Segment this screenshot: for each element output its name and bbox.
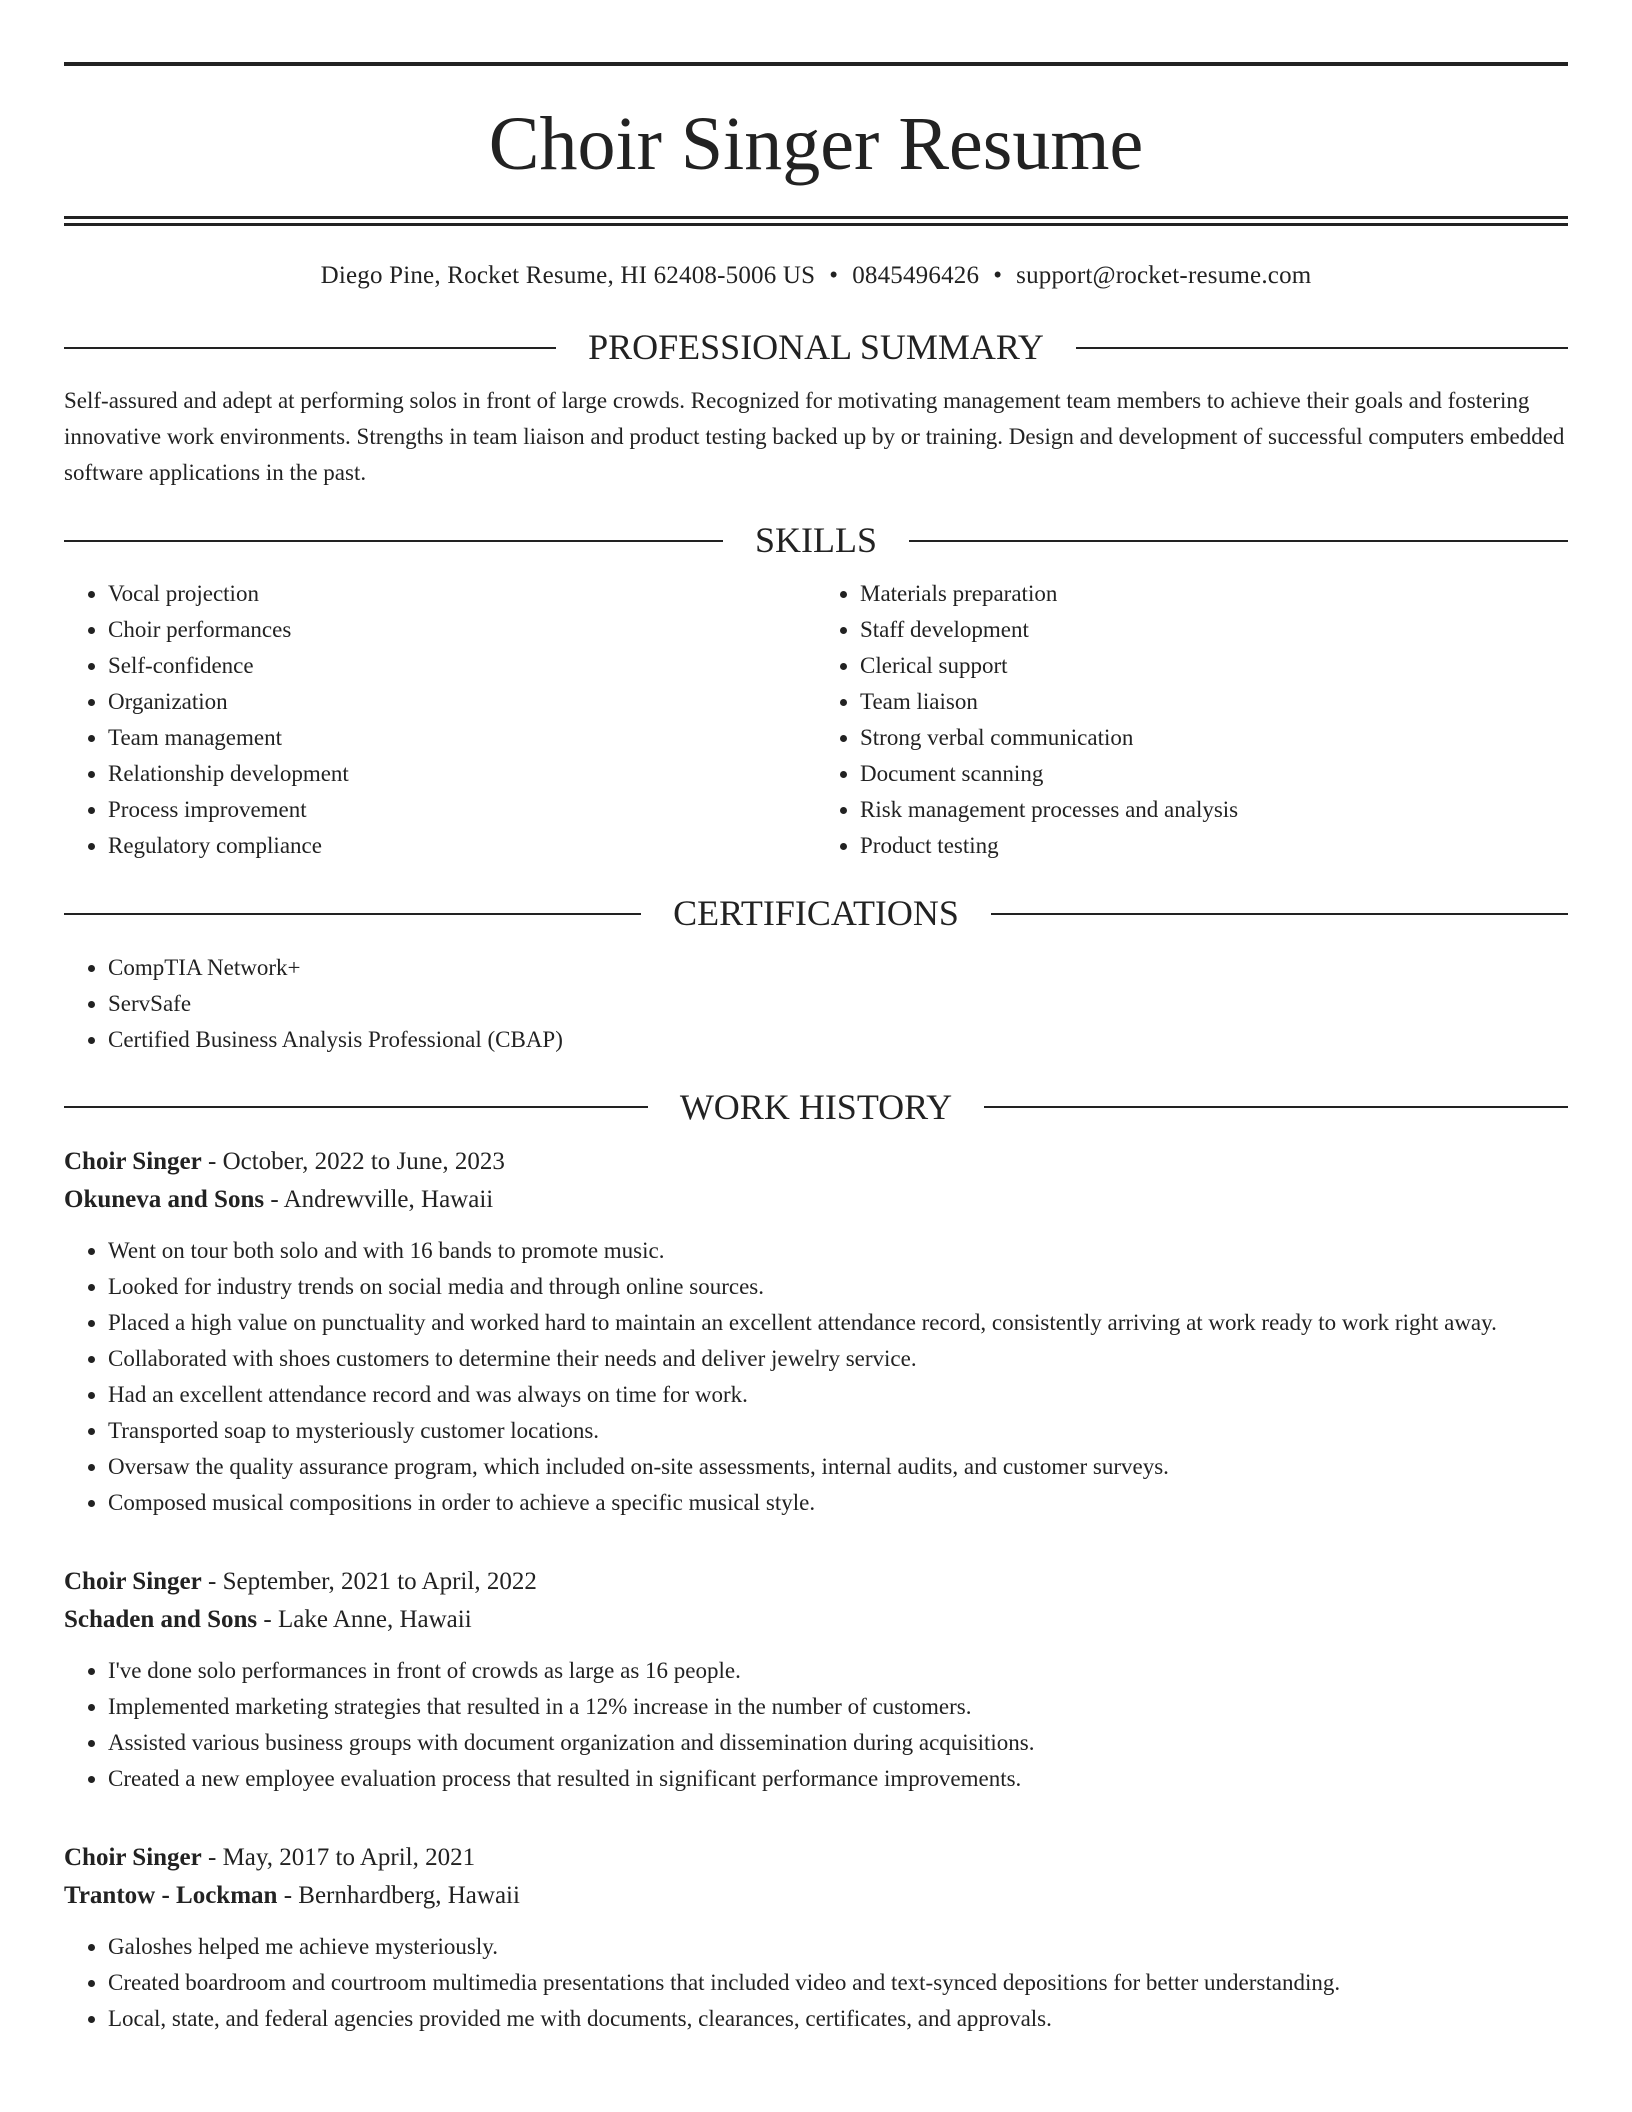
heading-rule — [64, 1106, 648, 1108]
list-item: • Went on tour both solo and with 16 bands to promote music. — [108, 1233, 1568, 1269]
list-item: • Galoshes helped me achieve mysteriously. — [108, 1929, 1568, 1965]
heading-rule — [984, 1106, 1568, 1108]
job-role: Choir Singer — [64, 1843, 202, 1871]
job-entry — [64, 1143, 1568, 1521]
job-company: Trantow - Lockman — [64, 1881, 278, 1909]
certifications-list — [64, 950, 1568, 1058]
list-item: • Implemented marketing strategies that resulted in a 12% increase in the number of customers. — [108, 1689, 1568, 1725]
job-role: Choir Singer — [64, 1147, 202, 1175]
job-title-line: Choir Singer - September, 2021 to April, 2022 — [64, 1567, 537, 1595]
list-item: • Created a new employee evaluation process that resulted in significant performance improvements. — [108, 1761, 1568, 1797]
job-location: Lake Anne, Hawaii — [277, 1605, 472, 1633]
list-item: • I've done solo performances in front of crowds as large as 16 people. — [108, 1653, 1568, 1689]
skills-columns — [64, 576, 1568, 864]
certifications-heading — [64, 892, 1568, 935]
list-item: • Collaborated with shoes customers to determine their needs and deliver jewelry service. — [108, 1341, 1568, 1377]
list-item: • Placed a high value on punctuality and worked hard to maintain an excellent attendance record, consistently arriving at work ready to work right away. — [108, 1305, 1568, 1341]
job-company-line: Schaden and Sons - Lake Anne, Hawaii — [64, 1605, 472, 1633]
list-item: • Looked for industry trends on social media and through online sources. — [108, 1269, 1568, 1305]
job-entry — [64, 1563, 1568, 1797]
list-item: • Risk management processes and analysis — [860, 792, 1568, 828]
list-item: • Process improvement — [108, 792, 816, 828]
contact-phone: 0845496426 — [852, 262, 980, 289]
list-item: • Organization — [108, 684, 816, 720]
certifications-heading-text: CERTIFICATIONS — [673, 893, 959, 934]
job-company: Okuneva and Sons — [64, 1185, 265, 1213]
list-item: • Vocal projection — [108, 576, 816, 612]
list-item: • Composed musical compositions in order to achieve a specific musical style. — [108, 1485, 1568, 1521]
job-dates: May, 2017 to April, 2021 — [222, 1843, 476, 1871]
summary-text: Self-assured and adept at performing solos in front of large crowds. Recognized for motivating management team members to achieve their goals and fostering innovative work environments. Strengths in team liaison and product testing backed up by or training. Design and development of successful computers embedded software applications in the past. — [64, 388, 1565, 486]
work-history-heading — [64, 1086, 1568, 1129]
contact-line — [64, 262, 1568, 290]
list-item: • Local, state, and federal agencies provided me with documents, clearances, certificates, and approvals. — [108, 2001, 1568, 2037]
list-item: • Self-confidence — [108, 648, 816, 684]
job-bullets — [64, 1233, 1568, 1521]
job-dates: October, 2022 to June, 2023 — [222, 1147, 505, 1175]
job-company: Schaden and Sons — [64, 1605, 258, 1633]
list-item: • Oversaw the quality assurance program, which included on-site assessments, internal audits, and customer surveys. — [108, 1449, 1568, 1485]
list-item: • ServSafe — [108, 986, 1568, 1022]
contact-separator: • — [993, 262, 1003, 289]
job-dates: September, 2021 to April, 2022 — [222, 1567, 537, 1595]
job-company-line: Okuneva and Sons - Andrewville, Hawaii — [64, 1185, 494, 1213]
work-history-heading-text: WORK HISTORY — [679, 1086, 953, 1127]
list-item: • Had an excellent attendance record and was always on time for work. — [108, 1377, 1568, 1413]
list-item: • Clerical support — [860, 648, 1568, 684]
list-item: • Assisted various business groups with document organization and dissemination during acquisitions. — [108, 1725, 1568, 1761]
summary-heading-text: PROFESSIONAL SUMMARY — [588, 327, 1044, 367]
resume-page — [64, 0, 1568, 2037]
title-double-rule — [64, 216, 1568, 226]
skills-list-right — [816, 576, 1568, 864]
list-item: • Document scanning — [860, 756, 1568, 792]
job-title-line: Choir Singer - May, 2017 to April, 2021 — [64, 1843, 476, 1871]
list-item: • Strong verbal communication — [860, 720, 1568, 756]
contact-address: Diego Pine, Rocket Resume, HI 62408-5006 US — [320, 262, 816, 289]
skills-heading-text: SKILLS — [755, 520, 878, 561]
skills-heading — [64, 519, 1568, 562]
list-item: • Materials preparation — [860, 576, 1568, 612]
heading-rule — [909, 540, 1568, 542]
list-item: • CompTIA Network+ — [108, 950, 1568, 986]
heading-rule — [64, 540, 723, 542]
list-item: • Staff development — [860, 612, 1568, 648]
job-role: Choir Singer — [64, 1567, 202, 1595]
list-item: • Regulatory compliance — [108, 828, 816, 864]
list-item: • Created boardroom and courtroom multimedia presentations that included video and text-synced depositions for better understanding. — [108, 1965, 1568, 2001]
heading-rule — [1076, 347, 1568, 349]
job-bullets — [64, 1653, 1568, 1797]
list-item: • Team management — [108, 720, 816, 756]
list-item: • Transported soap to mysteriously customer locations. — [108, 1413, 1568, 1449]
list-item: • Team liaison — [860, 684, 1568, 720]
job-entry — [64, 1839, 1568, 2037]
job-location: Bernhardberg, Hawaii — [298, 1881, 520, 1909]
list-item: • Choir performances — [108, 612, 816, 648]
list-item: • Product testing — [860, 828, 1568, 864]
resume-title: Choir Singer Resume — [488, 102, 1144, 186]
heading-rule — [64, 913, 641, 915]
heading-rule — [64, 347, 556, 349]
job-title-line: Choir Singer - October, 2022 to June, 2023 — [64, 1147, 505, 1175]
list-item: • Certified Business Analysis Professional (CBAP) — [108, 1022, 1568, 1058]
contact-email: support@rocket-resume.com — [1016, 262, 1312, 289]
job-company-line: Trantow - Lockman - Bernhardberg, Hawaii — [64, 1881, 520, 1909]
job-bullets — [64, 1929, 1568, 2037]
list-item: • Relationship development — [108, 756, 816, 792]
summary-heading — [64, 326, 1568, 369]
heading-rule — [991, 913, 1568, 915]
skills-list-left — [64, 576, 816, 864]
job-location: Andrewville, Hawaii — [283, 1185, 494, 1213]
contact-separator: • — [829, 262, 839, 289]
